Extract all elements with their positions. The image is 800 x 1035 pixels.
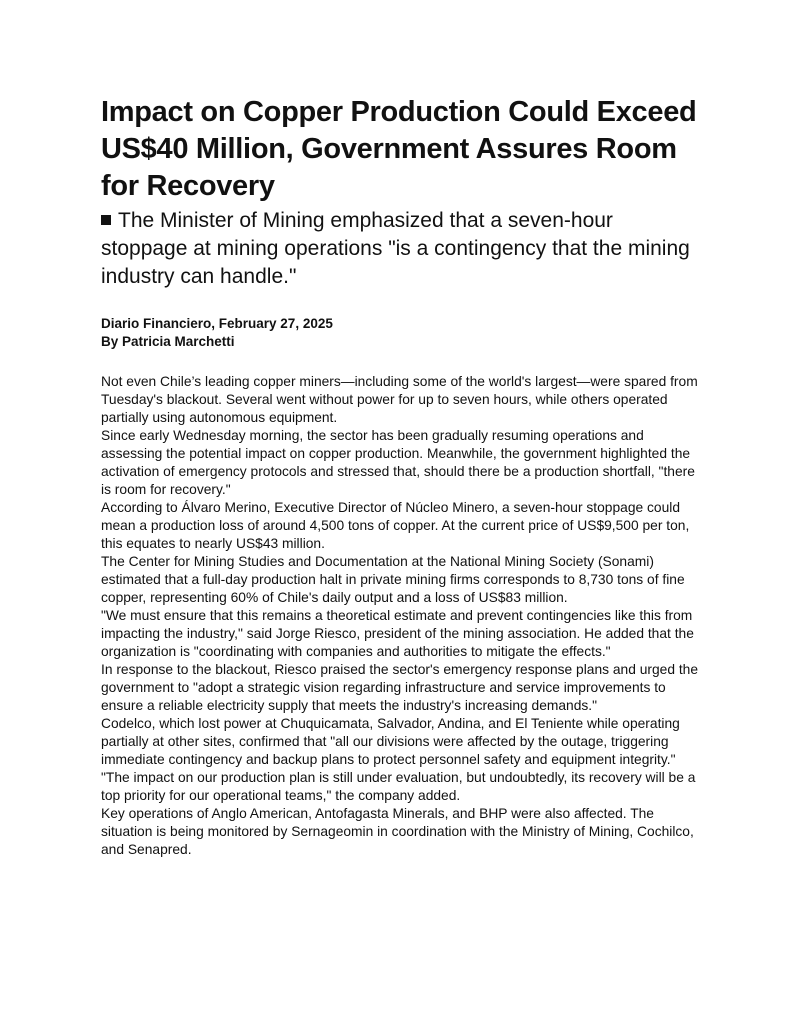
paragraph: The Center for Mining Studies and Documentation at the National Mining Society (Sonami) estimated that a full-day production halt in private mining firms corresponds to 8,730 tons of fine copper, representing 60% of Chile's daily output and a loss of US$83 million. — [101, 554, 685, 605]
paragraph: In response to the blackout, Riesco praised the sector's emergency response plans and urged the government to "adopt a strategic vision regarding infrastructure and service improvements to ensure a reliable electricity supply that meets the industry's increasing demands." — [101, 662, 699, 713]
paragraph: According to Álvaro Merino, Executive Director of Núcleo Minero, a seven-hour stoppage could mean a production loss of around 4,500 tons of copper. At the current price of US$9,500 per ton, this equates to nearly US$43 million. — [101, 500, 690, 551]
paragraph: "We must ensure that this remains a theoretical estimate and prevent contingencies like this from impacting the industry," said Jorge Riesco, president of the mining association. He added that the organization is "coordinating with companies and authorities to mitigate the effects." — [101, 608, 694, 659]
paragraph: Codelco, which lost power at Chuquicamata, Salvador, Andina, and El Teniente while operating partially at other sites, confirmed that "all our divisions were affected by the outage, triggering immediate contingency and backup plans to protect personnel safety and equipment integrity." — [101, 716, 680, 767]
square-bullet-icon — [101, 215, 111, 225]
article-meta — [101, 315, 701, 351]
paragraph: Since early Wednesday morning, the sector has been gradually resuming operations and assessing the potential impact on copper production. Meanwhile, the government highlighted the activation of emergency protocols and stressed that, should there be a production shortfall, "there is room for recovery." — [101, 428, 695, 497]
headline: Impact on Copper Production Could Exceed US$40 Million, Government Assures Room for Recovery — [101, 96, 697, 202]
subheadline-text: The Minister of Mining emphasized that a seven-hour stoppage at mining operations "is a contingency that the mining industry can handle." — [101, 209, 690, 288]
paragraph: "The impact on our production plan is still under evaluation, but undoubtedly, its recovery will be a top priority for our operational teams," the company added. — [101, 770, 696, 803]
article — [101, 94, 701, 859]
article-body — [101, 373, 701, 859]
subheadline — [101, 207, 701, 291]
source-line: Diario Financiero, February 27, 2025 — [101, 316, 333, 331]
paragraph: Not even Chile’s leading copper miners—including some of the world's largest—were spared from Tuesday's blackout. Several went without power for up to seven hours, while others operated partially using autonomous equipment. — [101, 374, 698, 425]
paragraph: Key operations of Anglo American, Antofagasta Minerals, and BHP were also affected. The situation is being monitored by Sernageomin in coordination with the Ministry of Mining, Cochilco, and Senapred. — [101, 806, 694, 857]
byline: By Patricia Marchetti — [101, 334, 235, 349]
